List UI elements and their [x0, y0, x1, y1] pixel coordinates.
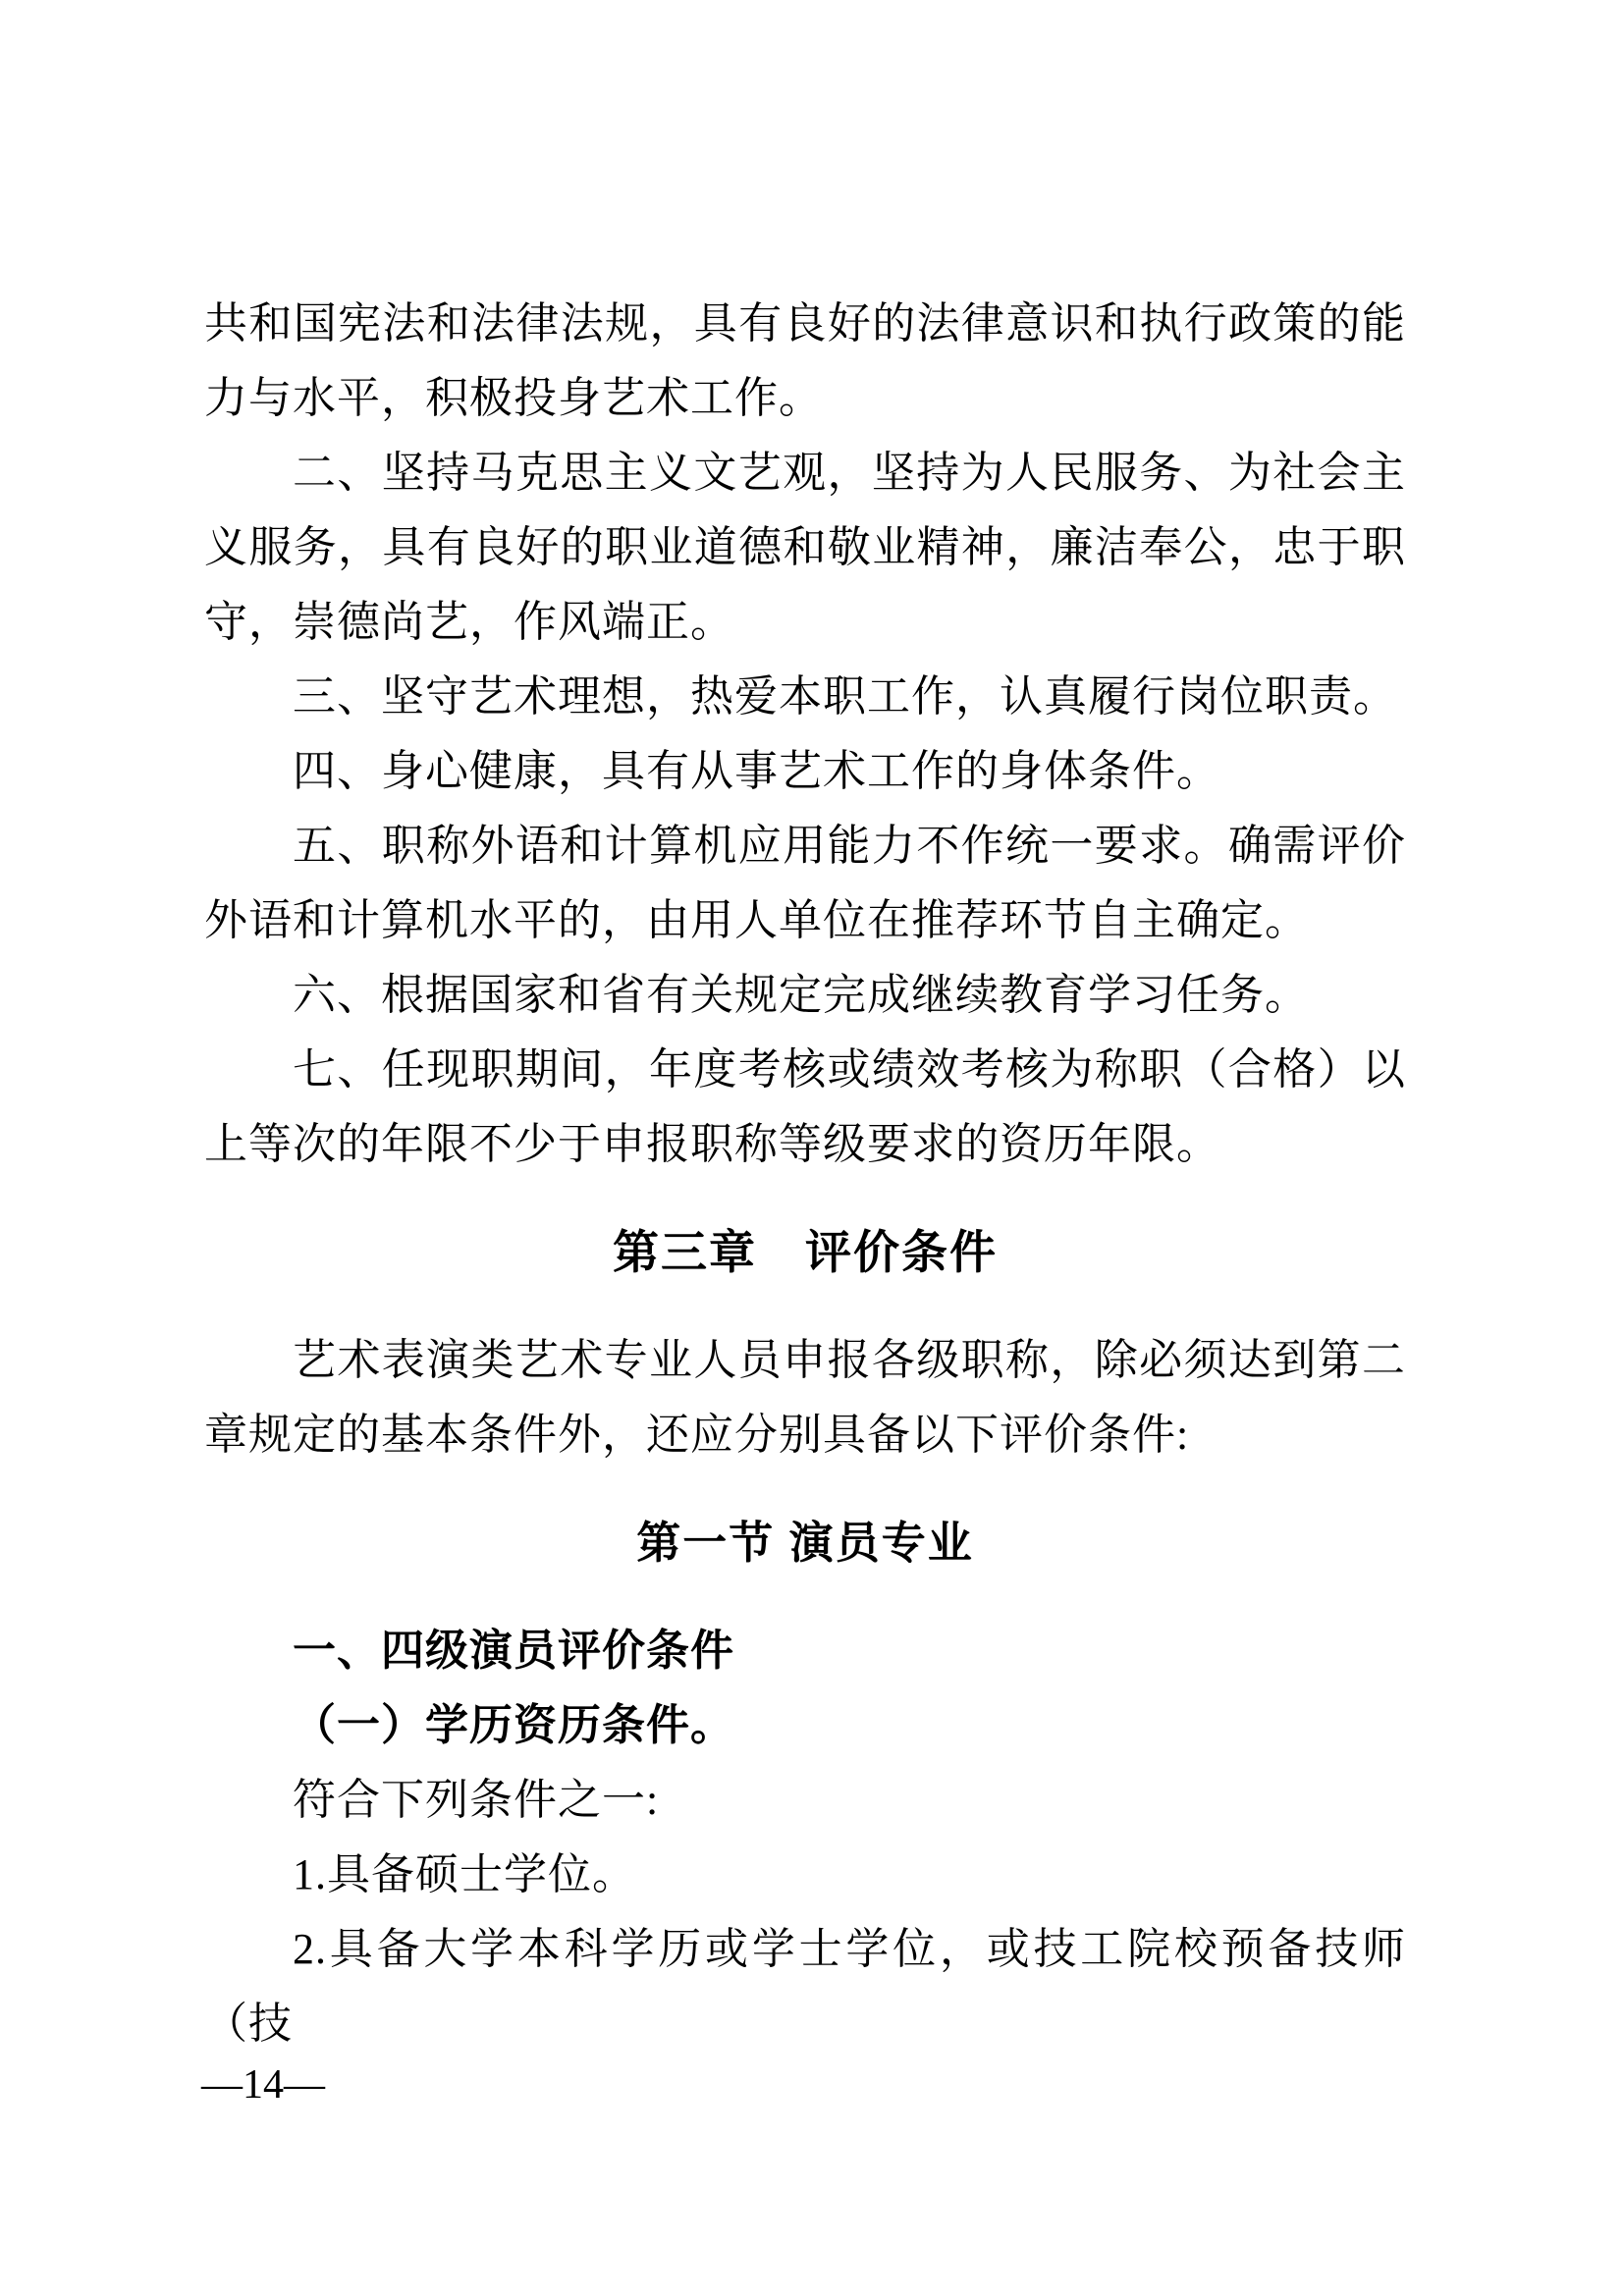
paragraph: 2.具备大学本科学历或学士学位，或技工院校预备技师（技 — [204, 1925, 1406, 2048]
page-number: —14— — [201, 2062, 325, 2108]
paragraph: 五、职称外语和计算机应用能力不作统一要求。确需评价外语和计算机水平的，由用人单位在推荐环节自主确定。 — [204, 822, 1406, 944]
paragraph: 六、根据国家和省有关规定完成继续教育学习任务。 — [293, 971, 1309, 1019]
paragraph: 二、坚持马克思主义文艺观，坚持为人民服务、为社会主义服务，具有良好的职业道德和敬业精神，廉洁奉公，忠于职守，崇德尚艺，作风端正。 — [204, 449, 1406, 646]
section-heading: 第一节 演员专业 — [636, 1518, 974, 1568]
paragraph: 1.具备硕士学位。 — [293, 1850, 636, 1898]
paragraph: 符合下列条件之一: — [293, 1776, 660, 1824]
paragraph: 三、坚守艺术理想，热爱本职工作，认真履行岗位职责。 — [293, 672, 1397, 721]
chapter-heading: 第三章 评价条件 — [613, 1226, 998, 1278]
paragraph: 七、任现职期间，年度考核或绩效考核为称职（合格）以上等次的年限不少于申报职称等级要求的资历年限。 — [204, 1045, 1406, 1168]
document-body — [204, 287, 1406, 2061]
paragraph: 共和国宪法和法律法规，具有良好的法律意识和执行政策的能力与水平，积极投身艺术工作。 — [204, 299, 1406, 422]
item-subheading: （一）学历资历条件。 — [293, 1701, 734, 1749]
paragraph: 四、身心健康，具有从事艺术工作的身体条件。 — [293, 747, 1220, 795]
item-heading: 一、四级演员评价条件 — [293, 1627, 734, 1675]
paragraph: 艺术表演类艺术专业人员申报各级职称，除必须达到第二章规定的基本条件外，还应分别具备以下评价条件: — [204, 1336, 1406, 1459]
